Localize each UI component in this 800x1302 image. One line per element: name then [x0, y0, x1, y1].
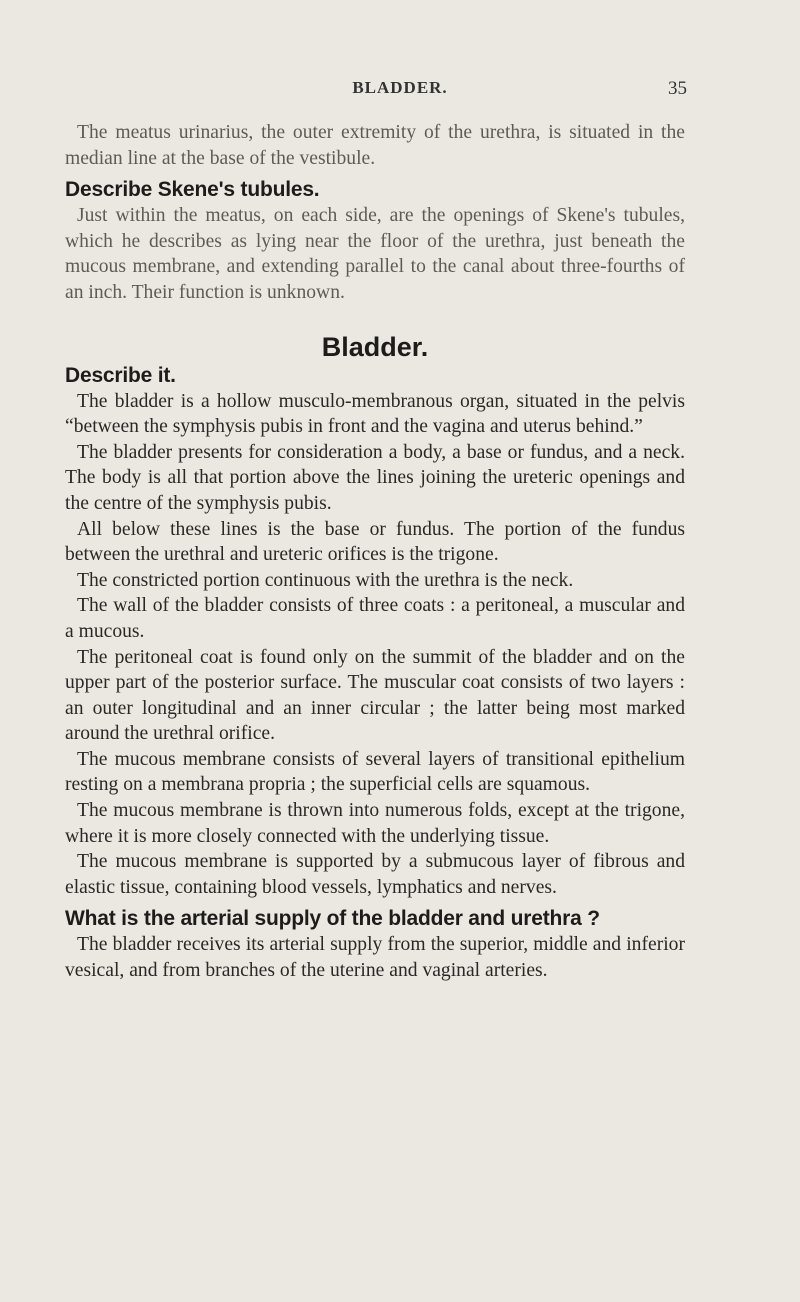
- running-head: [0, 78, 800, 102]
- bladder-paragraph: The peritoneal coat is found only on the summit of the bladder and on the upper part of the posterior surface. The muscular coat consists of two layers : an outer longitudinal and an inner circular ; the latter being most marked around the urethral orifice.: [65, 646, 685, 745]
- body-text: [65, 120, 685, 984]
- page-number: 35: [668, 78, 687, 99]
- bladder-paragraph: The constricted portion continuous with the urethra is the neck.: [77, 569, 574, 591]
- question-arterial-supply: What is the arterial supply of the bladder and urethra ?: [65, 907, 600, 931]
- bladder-paragraph: All below these lines is the base or fundus. The portion of the fundus between the urethral and ureteric orifices is the trigone.: [65, 518, 685, 566]
- running-title: BLADDER.: [352, 78, 448, 97]
- answer-skene-tubules: Just within the meatus, on each side, are the openings of Skene's tubules, which he describes as lying near the floor of the urethra, just beneath the mucous membrane, and extending parallel to the canal about three-fourths of an inch. Their function is unknown.: [65, 205, 685, 303]
- bladder-paragraph: The wall of the bladder consists of three coats : a peritoneal, a muscular and a mucous.: [65, 595, 685, 642]
- bladder-paragraph: The bladder is a hollow musculo-membranous organ, situated in the pelvis “between the symphysis pubis in front and the vagina and uterus behind.”: [65, 390, 685, 438]
- bladder-paragraph: The mucous membrane is thrown into numerous folds, except at the trigone, where it is more closely connected with the underlying tissue.: [65, 800, 685, 847]
- answer-arterial-supply: The bladder receives its arterial supply from the superior, middle and inferior vesical, and from branches of the uterine and vaginal arteries.: [65, 934, 685, 982]
- bladder-paragraph: The bladder presents for consideration a body, a base or fundus, and a neck. The body is all that portion above the lines joining the ureteric openings and the centre of the symphysis pubis.: [65, 441, 685, 514]
- question-skene-tubules: Describe Skene's tubules.: [65, 178, 320, 202]
- bladder-paragraph: The mucous membrane consists of several layers of transitional epithelium resting on a membrana propria ; the superficial cells are squamous.: [65, 748, 685, 796]
- section-heading-bladder: Bladder.: [321, 331, 429, 362]
- intro-paragraph: The meatus urinarius, the outer extremity of the urethra, is situated in the median line at the base of the vestibule.: [65, 122, 685, 169]
- question-describe-bladder: Describe it.: [65, 363, 176, 387]
- bladder-paragraph: The mucous membrane is supported by a submucous layer of fibrous and elastic tissue, containing blood vessels, lymphatics and nerves.: [65, 851, 685, 898]
